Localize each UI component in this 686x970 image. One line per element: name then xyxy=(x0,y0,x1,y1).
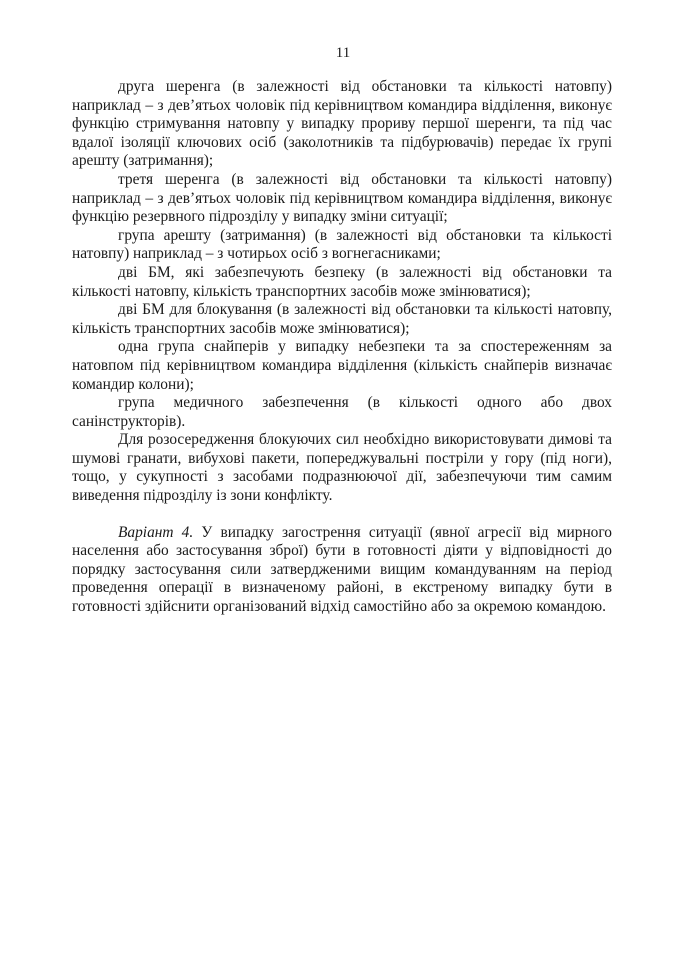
page-number: 11 xyxy=(335,45,351,61)
paragraph-second-rank: друга шеренга (в залежності від обстановки та кількості натовпу) наприклад – з дев’ятьох чоловік під керівництвом командира відділення, виконує функцію стримування натовпу у випадку прориву першої шеренги, та під час вдалої ізоляції ключових осіб (заколотників та підбурювачів) передає їх групі арешту (затримання); xyxy=(72,78,612,170)
paragraph-medical-group: група медичного забезпечення (в кількості одного або двох санінструкторів). xyxy=(72,394,612,430)
paragraph-variant-4 xyxy=(72,524,612,617)
paragraph-third-rank: третя шеренга (в залежності від обстановки та кількості натовпу) наприклад – з дев’ятьох чоловік під керівництвом командира відділення, виконує функцію резервного підрозділу у випадку зміни ситуації; xyxy=(72,170,612,226)
paragraph-sniper-group: одна група снайперів у випадку небезпеки та за спостереженням за натовпом під керівництвом командира відділення (кількість снайперів визначає командир колони); xyxy=(72,338,612,393)
paragraph-dispersal: Для розосередження блокуючих сил необхідно використовувати димові та шумові гранати, вибухові пакети, попереджувальні постріли у гору (під ноги), тощо, у сукупності з засобами подразнюючої дії, забезпечуючи тим самим виведення підрозділу із зони конфлікту. xyxy=(72,431,612,505)
variant-text: У випадку загострення ситуації (явної агресії від мирного населення або застосування зброї) бути в готовності діяти у відповідності до порядку застосування сили затвердженими вищим командуванням на період проведення операції в визначеному районі, в екстреному випадку бути в готовності здійснити організований відхід самостійно або за окремою командою. xyxy=(72,523,612,616)
paragraph-blocking-vehicles: дві БМ для блокування (в залежності від обстановки та кількості натовпу, кількість транспортних засобів може змінюватися); xyxy=(72,301,612,337)
paragraph-security-vehicles: дві БМ, які забезпечують безпеку (в залежності від обстановки та кількості натовпу, кількість транспортних засобів може змінюватися); xyxy=(72,263,612,300)
paragraph-arrest-group: група арешту (затримання) (в залежності від обстановки та кількості натовпу) наприклад – з чотирьох осіб з вогнегасниками; xyxy=(72,226,612,263)
document-body xyxy=(72,78,612,617)
variant-label: Варіант 4. xyxy=(118,523,194,541)
